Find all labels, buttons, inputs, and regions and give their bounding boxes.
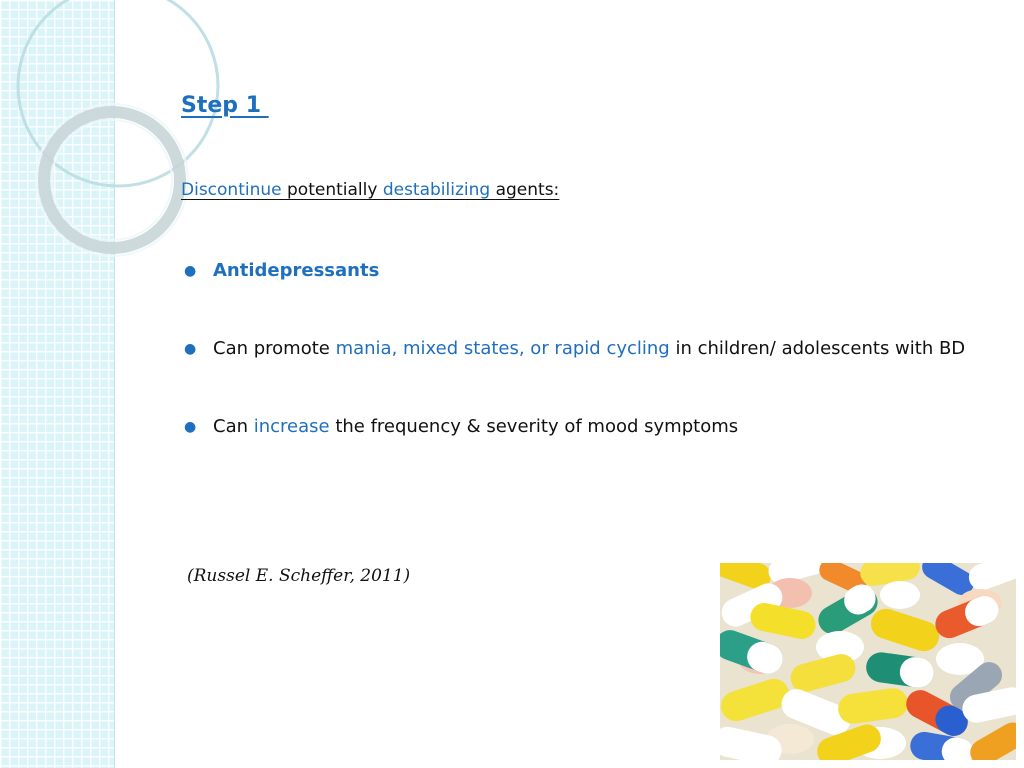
pills-photo <box>720 563 1016 760</box>
bullet-text: Antidepressants <box>213 260 380 281</box>
bullet-text-post: the frequency & severity of mood symptoms <box>329 416 739 437</box>
bullet-dot-icon: ● <box>184 419 197 435</box>
bullet-text-pre: Can <box>213 416 254 437</box>
subheading-word-potentially: potentially <box>287 180 383 200</box>
subheading-word-agents: agents: <box>495 180 560 200</box>
bullet-text-highlight: increase <box>253 416 330 437</box>
bullet-dot-icon: ● <box>184 263 197 279</box>
bullet-text-post: in children/ adolescents with BD <box>669 338 966 359</box>
subheading-word-destabilizing: destabilizing <box>382 180 496 200</box>
decorative-rings <box>0 0 260 260</box>
bullet-text-pre: Can promote <box>213 338 336 359</box>
page-title: Step 1 <box>181 93 269 118</box>
bullet-item-mania <box>181 334 991 364</box>
bullet-item-antidepressants <box>181 256 991 286</box>
bullet-dot-icon: ● <box>184 341 197 357</box>
subheading-word-discontinue: Discontinue <box>181 180 287 200</box>
bullet-item-frequency <box>181 412 991 442</box>
bullet-text-highlight: mania, mixed states, or rapid cycling <box>335 338 670 359</box>
bullet-list <box>181 256 991 442</box>
citation: (Russel E. Scheffer, 2011) <box>187 566 411 586</box>
subheading <box>181 180 559 200</box>
